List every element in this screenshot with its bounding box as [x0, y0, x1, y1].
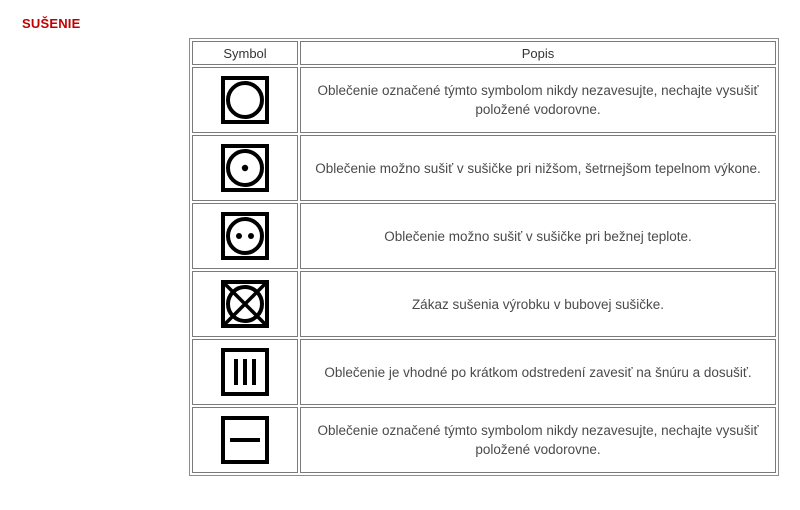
description-cell: Oblečenie označené týmto symbolom nikdy nezavesujte, nechajte vysušiť položené vodorovne.	[300, 407, 776, 473]
tumble-dry-normal-icon	[221, 212, 269, 260]
dry-flat-icon	[221, 416, 269, 464]
table-row	[192, 135, 776, 201]
symbol-cell	[192, 135, 298, 201]
description-cell: Oblečenie možno sušiť v sušičke pri bežnej teplote.	[300, 203, 776, 269]
description-cell: Oblečenie označené týmto symbolom nikdy nezavesujte, nechajte vysušiť položené vodorovne.	[300, 67, 776, 133]
table-header-row	[192, 41, 776, 65]
dry-flat-circle-icon	[221, 76, 269, 124]
table-row	[192, 339, 776, 405]
table-row	[192, 67, 776, 133]
table-row	[192, 271, 776, 337]
description-cell: Zákaz sušenia výrobku v bubovej sušičke.	[300, 271, 776, 337]
drip-dry-icon	[221, 348, 269, 396]
description-column-header: Popis	[300, 41, 776, 65]
do-not-tumble-dry-icon	[221, 280, 269, 328]
table-row	[192, 203, 776, 269]
tumble-dry-low-icon	[221, 144, 269, 192]
section-title: SUŠENIE	[22, 16, 81, 31]
symbol-cell	[192, 407, 298, 473]
symbol-cell	[192, 203, 298, 269]
symbol-cell	[192, 67, 298, 133]
symbol-column-header: Symbol	[192, 41, 298, 65]
description-cell: Oblečenie možno sušiť v sušičke pri nižšom, šetrnejšom tepelnom výkone.	[300, 135, 776, 201]
drying-symbols-table	[189, 38, 779, 476]
table-row	[192, 407, 776, 473]
symbol-cell	[192, 339, 298, 405]
description-cell: Oblečenie je vhodné po krátkom odstredení zavesiť na šnúru a dosušiť.	[300, 339, 776, 405]
symbol-cell	[192, 271, 298, 337]
